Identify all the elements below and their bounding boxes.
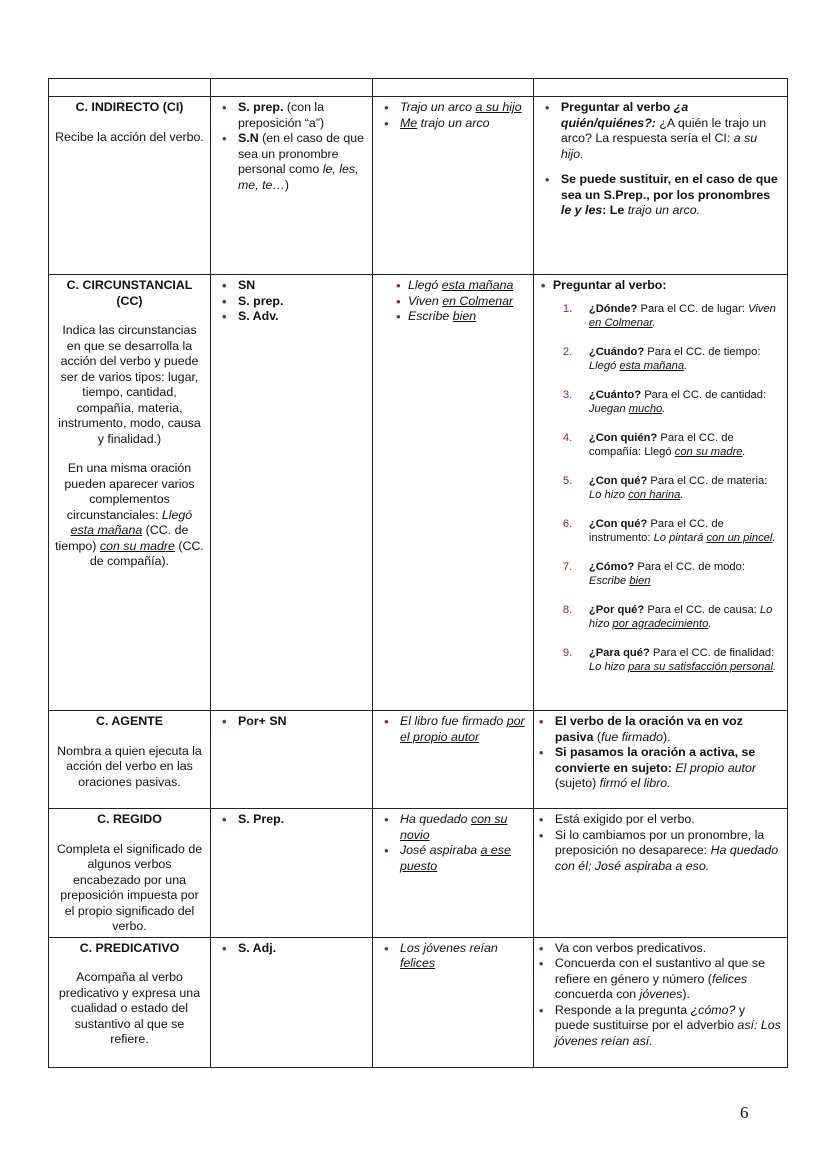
list-item: • S. Adj. xyxy=(216,941,367,957)
term-title: C. INDIRECTO (CI) xyxy=(75,100,184,114)
table-row xyxy=(49,809,788,938)
term-title: C. CIRCUNSTANCIAL (CC) xyxy=(66,278,193,308)
question-item: 4. ¿Con quién? Para el CC. de compañía: Llegó con su madre. xyxy=(562,431,746,458)
list-item: • El libro fue firmado por el propio autor xyxy=(378,714,528,745)
list-item: • Se puede sustituir, en el caso de que sea un S.Prep., por los pronombres le y les: Le trajo un arco. xyxy=(539,172,782,219)
example-cell xyxy=(372,97,533,275)
list-item: • Si pasamos la oración a activa, se convierte en sujeto: El propio autor (sujeto) firmó el libro. xyxy=(539,745,782,792)
term-cell xyxy=(49,97,211,275)
table-row xyxy=(49,937,788,1067)
header-cell xyxy=(49,79,211,97)
header-cell xyxy=(210,79,372,97)
question-item: 9. ¿Para qué? Para el CC. de finalidad: Lo hizo para su satisfacción personal. xyxy=(562,646,777,673)
list-item: • Si lo cambiamos por un pronombre, la preposición no desaparece: Ha quedado con él; José aspiraba a eso. xyxy=(539,828,782,875)
table-row xyxy=(49,711,788,809)
identification-cell xyxy=(533,937,787,1067)
list-item: • Responde a la pregunta ¿cómo? y puede sustituirse por el adverbio así: Los jóvenes reían así. xyxy=(539,1003,782,1050)
structure-cell xyxy=(210,809,372,938)
question-list xyxy=(539,302,782,674)
term-cell xyxy=(49,711,211,809)
list-item: • Preguntar al verbo: xyxy=(541,278,782,294)
structure-cell xyxy=(210,275,372,711)
list-item: • S. Adv. xyxy=(216,309,367,325)
term-cell xyxy=(49,937,211,1067)
question-item: 8. ¿Por qué? Para el CC. de causa: Lo hizo por agradecimiento. xyxy=(562,603,773,630)
term-title: C. AGENTE xyxy=(95,714,163,728)
list-item: • Me trajo un arco xyxy=(378,116,528,132)
table-row xyxy=(49,97,788,275)
term-description: Acompaña al verbo predicativo y expresa una cualidad o estado del sustantivo al que se refiere. xyxy=(58,970,201,1046)
term-description: Recibe la acción del verbo. xyxy=(55,129,204,144)
list-item: • El verbo de la oración va en voz pasiva (fue firmado). xyxy=(539,714,782,745)
table-header-row xyxy=(49,79,788,97)
list-item: • Preguntar al verbo ¿a quién/quiénes?: ¿A quién le trajo un arco? La respuesta sería el CI: a su hijo. xyxy=(539,100,782,162)
question-item: 5. ¿Con qué? Para el CC. de materia: Lo hizo con harina. xyxy=(562,474,768,501)
list-item: • Trajo un arco a su hijo xyxy=(378,100,528,116)
list-item: • S. Prep. xyxy=(216,812,367,828)
list-item: • Escribe bien xyxy=(396,309,528,325)
structure-cell xyxy=(210,97,372,275)
question-item: 3. ¿Cuánto? Para el CC. de cantidad: Juegan mucho. xyxy=(562,388,767,415)
list-item: • S. prep. xyxy=(216,294,367,310)
list-item: • S.N (en el caso de que sea un pronombre personal como le, les, me, te…) xyxy=(216,131,367,193)
example-cell xyxy=(372,809,533,938)
identification-cell xyxy=(533,97,787,275)
list-item: • Llegó esta mañana xyxy=(396,278,528,294)
example-cell xyxy=(372,937,533,1067)
term-description: Completa el significado de algunos verbos encabezado por una preposición impuesta por el propio significado del verbo. xyxy=(56,841,203,933)
table-row xyxy=(49,275,788,711)
identification-cell xyxy=(533,809,787,938)
term-description: Nombra a quien ejecuta la acción del verbo en las oraciones pasivas. xyxy=(57,743,202,789)
question-item: 1. ¿Dónde? Para el CC. de lugar: Viven en Colmenar. xyxy=(562,302,776,329)
grammar-complements-table xyxy=(48,78,788,1068)
term-cell xyxy=(49,275,211,711)
term-description: Indica las circunstancias en que se desarrolla la acción del verbo y puede ser de varios tipos: lugar, tiempo, cantidad, compañía, materia, instrumento, modo, causa y finalidad.) xyxy=(58,323,201,446)
question-item: 2. ¿Cuándo? Para el CC. de tiempo: Llegó esta mañana. xyxy=(562,345,761,372)
header-cell xyxy=(372,79,533,97)
list-item: • Va con verbos predicativos. xyxy=(539,941,782,957)
list-item: • SN xyxy=(216,278,367,294)
term-description-extra: En una misma oración pueden aparecer varios complementos circunstanciales: Llegó esta mañana (CC. de tiempo) con su madre (CC. de compañía). xyxy=(55,461,204,568)
structure-cell xyxy=(210,937,372,1067)
list-item: • Está exigido por el verbo. xyxy=(539,812,782,828)
term-title: C. REGIDO xyxy=(97,812,162,826)
example-cell xyxy=(372,711,533,809)
list-item: • Ha quedado con su novio xyxy=(378,812,528,843)
identification-cell xyxy=(533,711,787,809)
structure-cell xyxy=(210,711,372,809)
question-item: 6. ¿Con qué? Para el CC. de instrumento: Lo pintará con un pincel. xyxy=(562,517,776,544)
identification-cell xyxy=(533,275,787,711)
list-item: • Los jóvenes reían felices xyxy=(378,941,528,972)
page-number: 6 xyxy=(740,1103,749,1122)
list-item: • Por+ SN xyxy=(216,714,367,730)
term-cell xyxy=(49,809,211,938)
list-item: • Concuerda con el sustantivo al que se refiere en género y número (felices concuerda con jóvenes). xyxy=(539,956,782,1003)
question-item: 7. ¿Cómo? Para el CC. de modo: Escribe bien xyxy=(562,560,745,587)
list-item: • Viven en Colmenar xyxy=(396,294,528,310)
header-cell xyxy=(533,79,787,97)
term-title: C. PREDICATIVO xyxy=(79,940,180,955)
list-item: • S. prep. (con la preposición “a”) xyxy=(216,100,367,131)
list-item: • José aspiraba a ese puesto xyxy=(378,843,528,874)
example-cell xyxy=(372,275,533,711)
